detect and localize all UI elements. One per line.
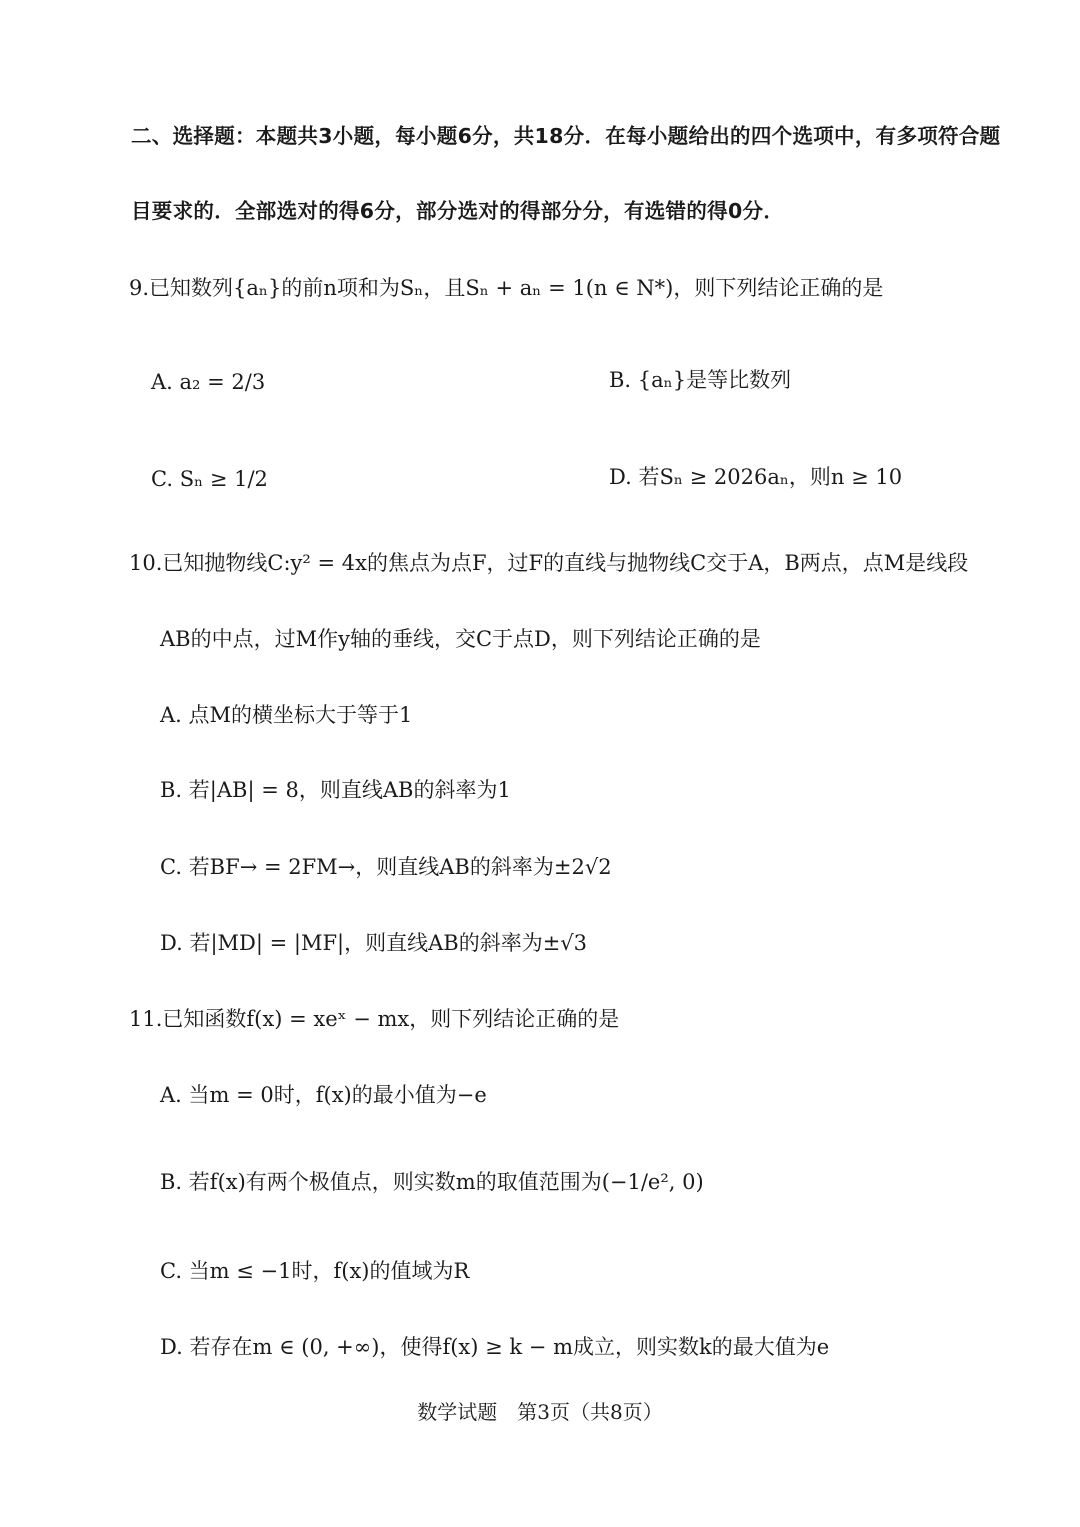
q10-option-a-label: A. xyxy=(160,703,182,727)
q10-option-d-text: 若|MD| = |MF|，则直线AB的斜率为±√3 xyxy=(189,931,588,955)
q9-option-d-label: D. xyxy=(609,465,632,489)
q11-option-d-text: 若存在m ∈ (0, +∞)，使得f(x) ≥ k − m成立，则实数k的最大值为e xyxy=(189,1335,830,1359)
q10-option-c-label: C. xyxy=(160,855,182,879)
q9-option-c-label: C. xyxy=(151,467,173,491)
q10-option-d xyxy=(160,929,587,957)
q10-option-a-text: 点M的横坐标大于等于1 xyxy=(188,703,413,727)
q11-option-c-text: 当m ≤ −1时，f(x)的值域为R xyxy=(188,1259,470,1283)
q11-number: 11. xyxy=(129,1007,163,1031)
q11-option-d xyxy=(160,1333,829,1361)
q9-option-d xyxy=(609,463,902,491)
q11-option-b xyxy=(160,1168,704,1196)
q9-option-b xyxy=(609,366,791,394)
q11-option-a xyxy=(160,1081,487,1109)
q10-option-b-text: 若|AB| = 8，则直线AB的斜率为1 xyxy=(188,778,511,802)
q9-option-d-text: 若Sₙ ≥ 2026aₙ，则n ≥ 10 xyxy=(638,465,903,489)
q9-number: 9. xyxy=(129,276,150,300)
q11-stem xyxy=(129,1005,619,1033)
q10-option-b-label: B. xyxy=(160,778,183,802)
q9-stem xyxy=(129,274,883,302)
q9-option-c xyxy=(151,465,268,493)
q11-stem-text: 已知函数f(x) = xeˣ − mx，则下列结论正确的是 xyxy=(162,1007,620,1031)
q11-option-b-label: B. xyxy=(160,1170,183,1194)
q10-stem-line2: AB的中点，过M作y轴的垂线，交C于点D，则下列结论正确的是 xyxy=(160,627,761,651)
page-footer: 数学试题 第3页（共8页） xyxy=(417,1400,663,1424)
q10-option-a xyxy=(160,701,412,729)
q10-option-c-text: 若BF→ = 2FM→，则直线AB的斜率为±2√2 xyxy=(188,855,612,879)
q11-option-a-label: A. xyxy=(160,1083,182,1107)
q9-option-b-label: B. xyxy=(609,368,632,392)
q9-stem-text: 已知数列{aₙ}的前n项和为Sₙ，且Sₙ + aₙ = 1(n ∈ N*)，则下列结论正确的是 xyxy=(149,276,884,300)
q11-option-b-text: 若f(x)有两个极值点，则实数m的取值范围为(−1/e², 0) xyxy=(188,1170,704,1194)
q11-option-d-label: D. xyxy=(160,1335,183,1359)
q10-option-b xyxy=(160,776,511,804)
q10-option-c xyxy=(160,853,612,881)
q9-option-a xyxy=(151,368,265,396)
q11-option-c xyxy=(160,1257,469,1285)
q11-option-c-label: C. xyxy=(160,1259,182,1283)
section-heading-line1: 二、选择题：本题共3小题，每小题6分，共18分．在每小题给出的四个选项中，有多项符合题 xyxy=(131,124,1001,148)
q10-number: 10. xyxy=(129,551,163,575)
q9-option-c-text: Sₙ ≥ 1/2 xyxy=(179,467,268,491)
q11-option-a-text: 当m = 0时，f(x)的最小值为−e xyxy=(188,1083,487,1107)
q9-option-a-label: A. xyxy=(151,370,173,394)
q9-option-b-text: {aₙ}是等比数列 xyxy=(637,368,792,392)
q9-option-a-text: a₂ = 2/3 xyxy=(179,370,266,394)
q10-stem-line1-text: 已知抛物线C:y² = 4x的焦点为点F，过F的直线与抛物线C交于A，B两点，点M是线段 xyxy=(162,551,969,575)
q10-option-d-label: D. xyxy=(160,931,183,955)
q10-stem-line1 xyxy=(129,549,968,577)
section-heading-line2: 目要求的．全部选对的得6分，部分选对的得部分分，有选错的得0分． xyxy=(131,199,785,223)
